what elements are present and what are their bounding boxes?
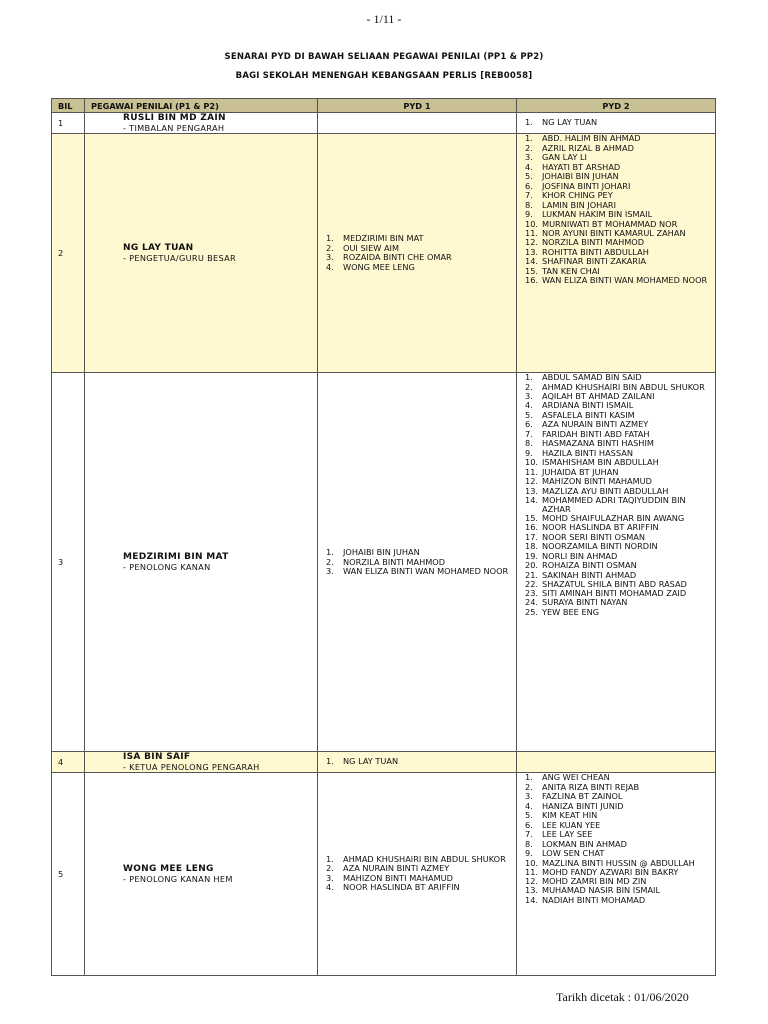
list-item-number: 15.: [525, 513, 539, 523]
row-number: 5: [52, 773, 85, 976]
list-item-name: GAN LAY LI: [542, 152, 587, 162]
table-row: [52, 373, 716, 752]
list-item-number: 24.: [525, 597, 539, 607]
list-item-number: 16.: [525, 522, 539, 532]
list-item-name: ABDUL SAMAD BIN SAID: [542, 372, 642, 382]
list-item-number: 21.: [525, 569, 539, 580]
list-item-number: 5.: [525, 810, 533, 820]
list-item-number: 4.: [326, 261, 334, 272]
row-number: 1: [52, 113, 85, 134]
list-item-number: 3.: [525, 390, 533, 401]
list-item-name: MOHD ZAMRI BIN MD ZIN: [542, 875, 647, 886]
list-item-name: LEE KUAN YEE: [542, 819, 601, 830]
evaluator-cell: [85, 752, 318, 773]
list-item-name: MUHAMAD NASIR BIN ISMAIL: [542, 885, 661, 895]
table-row: [52, 773, 716, 976]
pyd2-cell: [517, 373, 716, 752]
table-header-row: [52, 99, 716, 113]
table-row: [52, 752, 716, 773]
evaluator-name: NG LAY TUAN: [123, 243, 194, 253]
list-item-number: 3.: [525, 791, 533, 801]
list-item-name: KIM KEAT HIN: [542, 810, 598, 820]
list-item-name: SURAYA BINTI NAYAN: [542, 597, 628, 607]
list-item-number: 13.: [525, 485, 539, 496]
list-item-name: ANG WEI CHEAN: [542, 772, 610, 782]
list-item-name: HAZILA BINTI HASSAN: [542, 447, 633, 458]
list-item-number: 25.: [525, 606, 539, 617]
list-item-number: 14.: [525, 495, 539, 505]
list-item-name: WAN ELIZA BINTI WAN MOHAMED NOOR: [542, 275, 708, 285]
header-pegawai-penilai: PEGAWAI PENILAI (P1 & P2): [85, 99, 318, 113]
evaluator-role: - KETUA PENOLONG PENGARAH: [123, 762, 260, 772]
list-item-name: LEE LAY SEE: [542, 829, 593, 839]
list-item-name: JOHAIBI BIN JUHAN: [542, 171, 619, 181]
list-item-name: AQILAH BT AHMAD ZAILANI: [542, 390, 655, 401]
list-item-number: 2.: [525, 142, 533, 153]
list-item-number: 20.: [525, 560, 539, 570]
list-item-number: 1.: [525, 772, 533, 782]
list-item-name: LUKMAN HAKIM BIN ISMAIL: [542, 209, 653, 219]
list-item-name: FAZLINA BT ZAINOL: [542, 791, 623, 801]
list-item-name: SAKINAH BINTI AHMAD: [542, 569, 637, 580]
list-item-number: 4.: [525, 800, 533, 811]
list-item-number: 4.: [525, 400, 533, 410]
list-item-name: JUHAIDA BT JUHAN: [542, 466, 619, 477]
list-item-number: 3.: [326, 566, 334, 576]
header-pyd1: PYD 1: [318, 99, 517, 113]
list-item-number: 1.: [525, 372, 533, 382]
list-item: [318, 883, 516, 893]
list-item-name: AZRIL RIZAL B AHMAD: [542, 142, 634, 153]
list-item-name: ISMAHISHAM BIN ABDULLAH: [542, 457, 659, 467]
list-item-name: ANITA RIZA BINTI REJAB: [542, 781, 640, 792]
list-item-name: ROZAIDA BINTI CHE OMAR: [343, 252, 452, 262]
list-item-number: 6.: [525, 419, 533, 429]
list-item-number: 9.: [525, 848, 533, 858]
evaluator-role: - PENOLONG KANAN HEM: [123, 874, 233, 884]
list-item-number: 7.: [525, 190, 533, 200]
list-item-number: 10.: [525, 457, 539, 467]
pyd2-cell: [517, 113, 716, 134]
evaluator-cell: [85, 773, 318, 976]
list-item-name: LAMIN BIN JOHARI: [542, 199, 617, 210]
list-item-number: 1.: [326, 547, 334, 557]
list-item-name: JOSFINA BINTI JOHARI: [542, 180, 631, 191]
list-item-name: MAHIZON BINTI MAHAMUD: [542, 476, 652, 486]
list-item-name: MURNIWATI BT MOHAMMAD NOR: [542, 218, 678, 229]
evaluator-cell: [85, 373, 318, 752]
page-number: - 1/11 -: [366, 12, 402, 26]
list-item-number: 9.: [525, 447, 533, 458]
list-item-name: HANIZA BINTI JUNID: [542, 800, 624, 811]
list-item-name: NOOR HASLINDA BT ARIFFIN: [343, 882, 460, 893]
list-item: [517, 276, 715, 285]
pyd1-cell: [318, 752, 517, 773]
name-list: [517, 118, 715, 128]
list-item: [517, 118, 715, 128]
row-number: 2: [52, 134, 85, 373]
list-item-name: OUI SIEW AIM: [343, 242, 400, 253]
document-subtitle: BAGI SEKOLAH MENENGAH KEBANGSAAN PERLIS [REB0058]: [235, 71, 533, 81]
list-item-number: 12.: [525, 237, 539, 247]
list-item-number: 14.: [525, 894, 539, 905]
list-item-number: 2.: [326, 556, 334, 567]
list-item-name: LOKMAN BIN AHMAD: [542, 838, 627, 849]
evaluator-name: MEDZIRIMI BIN MAT: [123, 552, 229, 562]
list-item-name: NOR AYUNI BINTI KAMARUL ZAHAN: [542, 228, 686, 238]
list-item-number: 6.: [525, 180, 533, 191]
list-item-number: 7.: [525, 829, 533, 839]
list-item-name: MOHAMMED ADRI TAQIYUDDIN BIN AZHAR: [542, 495, 686, 514]
pyd2-cell: [517, 752, 716, 773]
list-item: [318, 263, 516, 273]
list-item-number: 5.: [525, 409, 533, 420]
list-item-number: 13.: [525, 885, 539, 895]
list-item-name: MOHD SHAIFULAZHAR BIN AWANG: [542, 513, 685, 523]
list-item-number: 1.: [525, 133, 533, 143]
list-item-number: 1.: [326, 854, 334, 865]
name-list: [318, 234, 516, 272]
list-item-number: 10.: [525, 218, 539, 229]
list-item-name: LOW SEN CHAT: [542, 848, 605, 858]
list-item-number: 3.: [326, 872, 334, 883]
list-item-name: ASFALELA BINTI KASIM: [542, 409, 635, 420]
pyd1-cell: [318, 113, 517, 134]
name-list: [517, 373, 715, 617]
header-bil: BIL: [52, 99, 85, 113]
pyd1-cell: [318, 373, 517, 752]
list-item-name: MOHD FANDY AZWARI BIN BAKRY: [542, 866, 679, 877]
list-item-number: 15.: [525, 265, 539, 276]
name-list: [318, 548, 516, 576]
table-row: [52, 113, 716, 134]
pyd1-cell: [318, 134, 517, 373]
evaluator-table: [51, 98, 716, 976]
list-item-number: 16.: [525, 275, 539, 285]
list-item-number: 2.: [525, 381, 533, 392]
list-item-number: 11.: [525, 866, 539, 877]
list-item-name: SITI AMINAH BINTI MOHAMAD ZAID: [542, 588, 687, 598]
list-item: [318, 567, 516, 576]
list-item-name: AZA NURAIN BINTI AZMEY: [542, 419, 649, 429]
row-number: 4: [52, 752, 85, 773]
list-item-name: FARIDAH BINTI ABD FATAH: [542, 428, 650, 439]
list-item-number: 2.: [326, 242, 334, 253]
evaluator-name: RUSLI BIN MD ZAIN: [123, 113, 226, 123]
list-item-number: 6.: [525, 819, 533, 830]
row-number: 3: [52, 373, 85, 752]
list-item-name: MEDZIRIMI BIN MAT: [343, 233, 424, 243]
print-date: Tarikh dicetak : 01/06/2020: [556, 990, 689, 1004]
list-item-number: 2.: [525, 781, 533, 792]
list-item-number: 3.: [525, 152, 533, 162]
evaluator-role: - TIMBALAN PENGARAH: [123, 123, 225, 133]
list-item-name: ABD. HALIM BIN AHMAD: [542, 133, 641, 143]
evaluator-cell: [85, 113, 318, 134]
list-item-name: WAN ELIZA BINTI WAN MOHAMED NOOR: [343, 566, 509, 576]
list-item-number: 9.: [525, 209, 533, 219]
name-list: [517, 134, 715, 285]
list-item-name: HAYATI BT ARSHAD: [542, 161, 621, 172]
list-item-number: 8.: [525, 838, 533, 849]
list-item-name: TAN KEN CHAI: [542, 265, 600, 276]
list-item-name: JOHAIBI BIN JUHAN: [343, 547, 420, 557]
list-item: [517, 608, 715, 618]
list-item-number: 19.: [525, 550, 539, 561]
list-item-name: NORZILA BINTI MAHMOD: [343, 556, 446, 567]
list-item-number: 17.: [525, 531, 539, 542]
list-item-number: 11.: [525, 228, 539, 238]
list-item-name: NOOR SERI BINTI OSMAN: [542, 531, 645, 542]
evaluator-name: WONG MEE LENG: [123, 864, 214, 874]
evaluator-role: - PENOLONG KANAN: [123, 562, 211, 572]
list-item-number: 13.: [525, 246, 539, 257]
list-item-number: 8.: [525, 199, 533, 210]
list-item-number: 2.: [326, 863, 334, 874]
list-item-name: NADIAH BINTI MOHAMAD: [542, 894, 646, 905]
list-item-number: 8.: [525, 438, 533, 448]
name-list: [517, 773, 715, 905]
list-item-number: 18.: [525, 541, 539, 551]
evaluator-role: - PENGETUA/GURU BESAR: [123, 253, 237, 263]
list-item-number: 3.: [326, 252, 334, 262]
list-item: [318, 757, 516, 767]
evaluator-name: ISA BIN SAIF: [123, 752, 191, 762]
list-item-name: NORZILA BINTI MAHMOD: [542, 237, 645, 247]
list-item-name: AHMAD KHUSHAIRI BIN ABDUL SHUKOR: [343, 854, 506, 865]
pyd2-cell: [517, 773, 716, 976]
list-item-number: 23.: [525, 588, 539, 598]
name-list: [318, 855, 516, 893]
list-item-number: 7.: [525, 428, 533, 439]
list-item-number: 1.: [326, 756, 334, 767]
list-item-name: SHAFINAR BINTI ZAKARIA: [542, 256, 647, 266]
list-item-number: 12.: [525, 476, 539, 486]
list-item-name: NG LAY TUAN: [542, 117, 598, 128]
list-item-name: YEW BEE ENG: [542, 606, 600, 617]
list-item-name: AZA NURAIN BINTI AZMEY: [343, 863, 450, 874]
list-item-number: 5.: [525, 171, 533, 181]
list-item-name: NORLI BIN AHMAD: [542, 550, 618, 561]
list-item-name: HASMAZANA BINTI HASHIM: [542, 438, 654, 448]
list-item-name: KHOR CHING PEY: [542, 190, 613, 200]
list-item-number: 12.: [525, 875, 539, 886]
list-item-name: NG LAY TUAN: [343, 756, 399, 767]
list-item-number: 14.: [525, 256, 539, 266]
name-list: [318, 757, 516, 767]
list-item-name: NOORZAMILA BINTI NORDIN: [542, 541, 658, 551]
list-item-name: AHMAD KHUSHAIRI BIN ABDUL SHUKOR: [542, 381, 705, 392]
list-item-name: NOOR HASLINDA BT ARIFFIN: [542, 522, 659, 532]
table-row: [52, 134, 716, 373]
list-item-name: MAZLINA BINTI HUSSIN @ ABDULLAH: [542, 857, 695, 868]
evaluator-cell: [85, 134, 318, 373]
list-item-name: ROHITTA BINTI ABDULLAH: [542, 246, 649, 257]
list-item-number: 4.: [525, 161, 533, 172]
list-item: [517, 896, 715, 906]
list-item: [517, 496, 715, 514]
list-item-number: 4.: [326, 882, 334, 893]
list-item-number: 1.: [326, 233, 334, 243]
list-item-number: 22.: [525, 579, 539, 589]
list-item-name: SHAZATUL SHILA BINTI ABD RASAD: [542, 579, 687, 589]
list-item-name: ARDIANA BINTI ISMAIL: [542, 400, 634, 410]
list-item-number: 11.: [525, 466, 539, 477]
document-title: SENARAI PYD DI BAWAH SELIAAN PEGAWAI PENILAI (PP1 & PP2): [224, 52, 544, 62]
list-item-number: 1.: [525, 117, 533, 128]
pyd2-cell: [517, 134, 716, 373]
list-item-name: WONG MEE LENG: [343, 261, 415, 272]
list-item-name: MAHIZON BINTI MAHAMUD: [343, 872, 453, 883]
pyd1-cell: [318, 773, 517, 976]
header-pyd2: PYD 2: [517, 99, 716, 113]
list-item-name: ROHAIZA BINTI OSMAN: [542, 560, 637, 570]
list-item-name: MAZLIZA AYU BINTI ABDULLAH: [542, 485, 669, 496]
list-item-number: 10.: [525, 857, 539, 868]
